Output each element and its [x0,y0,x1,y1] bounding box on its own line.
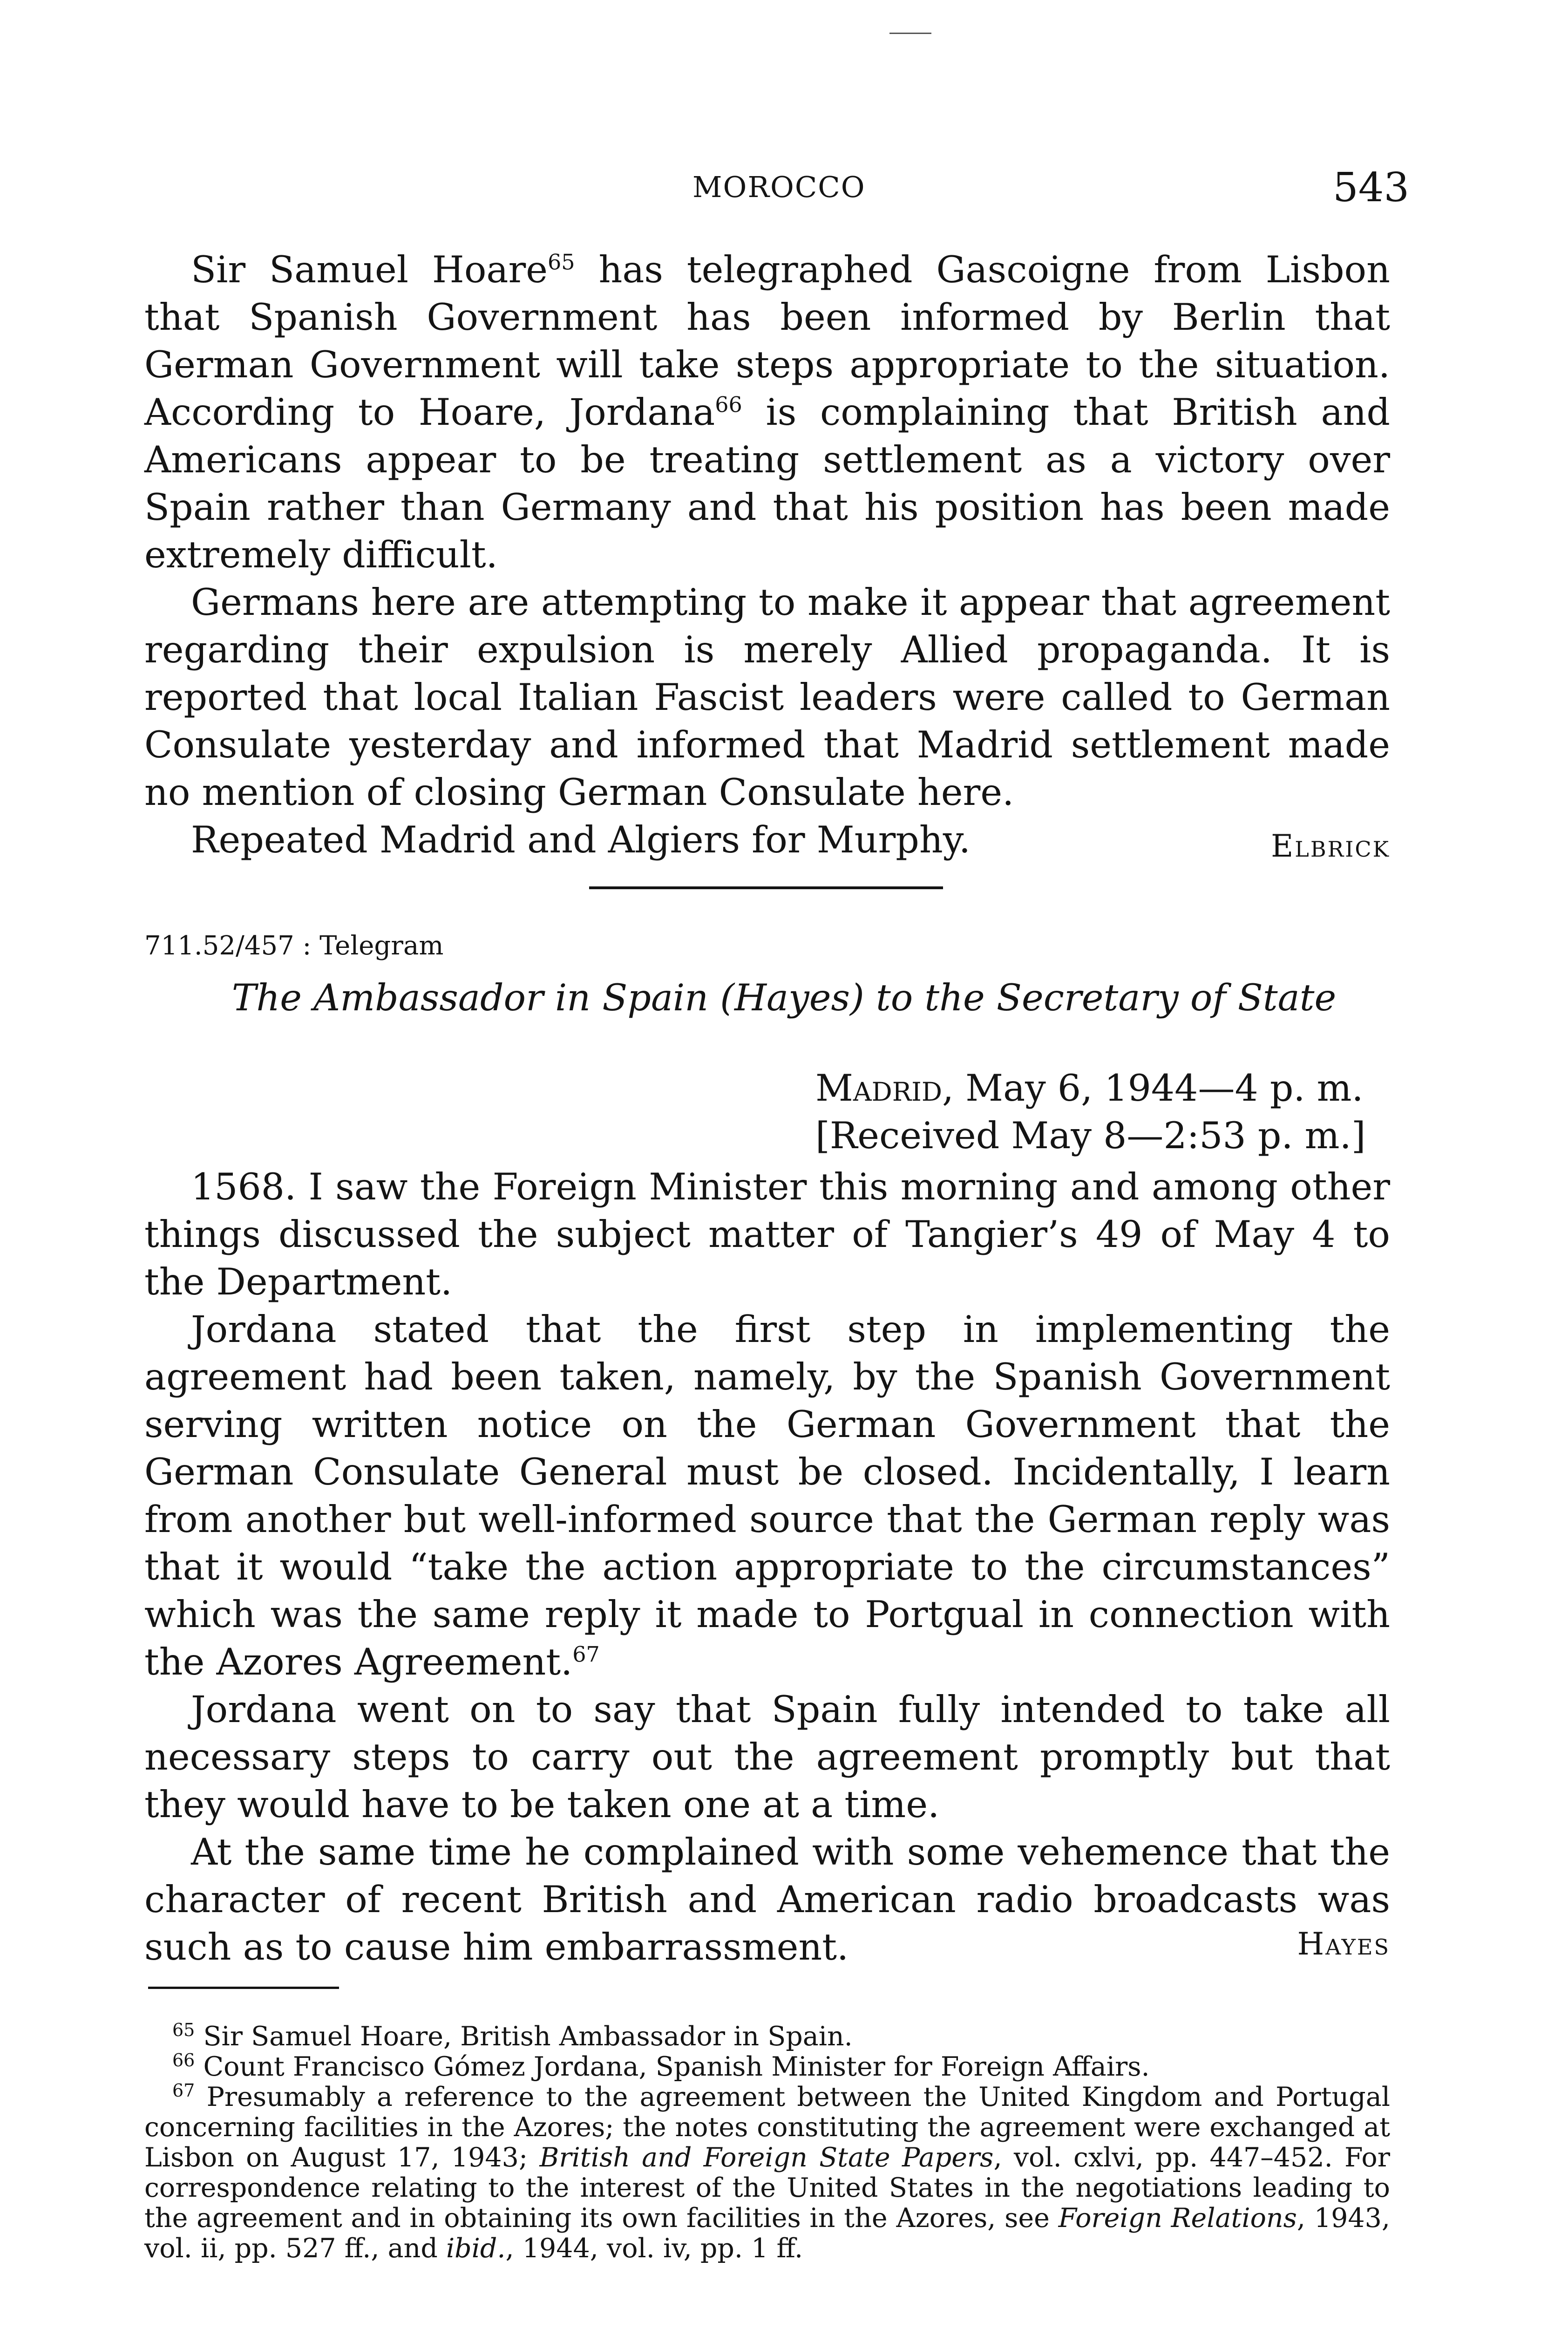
dateline-sent [815,1064,1366,1112]
telegram-2-paragraph-2 [144,1306,1390,1686]
text-run: is complaining that British and Americans appear to be treating settlement as a victory over Spain rather than Germany and that his position has been made extremely difficult. [144,391,1391,576]
footnote-ref-66: 66 [715,392,742,417]
file-reference: 711.52/457 : Telegram [144,931,444,961]
telegram-2-paragraph-4: At the same time he complained with some vehemence that the character of recent British and American radio broadcasts was such as to cause him embarrassment. [144,1831,1390,1968]
footnote-text: , 1943, vol. ii, pp. 527 ff., and [144,2203,1391,2264]
footnote [144,2082,1390,2264]
footnote-citation: British and Foreign State Papers [539,2142,994,2173]
running-title: MOROCCO [692,170,866,204]
telegram-2-paragraph-3: Jordana went on to say that Spain fully intended to take all necessary steps to carry out the agreement promptly but that they would have to be taken one at a time. [144,1688,1390,1826]
document-title: The Ambassador in Spain (Hayes) to the Secretary of State [231,976,1337,1019]
text-run: Sir Samuel Hoare [191,248,548,291]
footnote-text: , vol. cxlvi, pp. 447–452. For correspondence relating to the interest of the United States in the negotiations leading to the agreement and in obtaining its own facilities in the Azores, see [144,2142,1390,2234]
footnote-number: 66 [172,2050,195,2070]
dateline-place: Madrid [815,1067,942,1110]
footnote-citation: ibid. [446,2233,506,2264]
telegram-1-paragraph-1 [144,246,1390,579]
signature-elbrick: Elbrick [1271,828,1390,864]
dateline [815,1064,1366,1159]
dateline-date: , May 6, 1944—4 p. m. [942,1067,1364,1110]
footnotes [144,2022,1390,2264]
section-separator [589,886,943,889]
running-head [0,164,1568,217]
footnote-citation: Foreign Relations [1058,2203,1297,2234]
telegram-1-paragraph-3: Repeated Madrid and Algiers for Murphy. [191,818,971,861]
telegram-1-body [144,246,1390,864]
signature-hayes: Hayes [1297,1926,1390,1962]
telegram-2-body [144,1163,1390,1971]
footnote-number: 67 [172,2080,195,2101]
footnote-ref-67: 67 [572,1641,600,1667]
top-mark [889,33,931,34]
footnote-number: 65 [172,2020,195,2040]
footnote-text: Presumably a reference to the agreement between the United Kingdom and Portugal concerning facilities in the Azores; the notes constituting the agreement were exchanged at Lisbon on August 17, 1943; [144,2082,1390,2173]
footnote-text: Sir Samuel Hoare, British Ambassador in Spain. [203,2021,853,2052]
page-number: 543 [1333,164,1410,211]
footnote [144,2052,1390,2082]
telegram-2-paragraph-1: 1568. I saw the Foreign Minister this morning and among other things discussed the subject matter of Tangier’s 49 of May 4 to the Department. [144,1165,1390,1303]
footnote-text: , 1944, vol. iv, pp. 1 ff. [505,2233,803,2264]
telegram-1-paragraph-2: Germans here are attempting to make it appear that agreement regarding their expulsion is merely Allied propaganda. It is reported that local Italian Fascist leaders were called to German Consulate yesterday and informed that Madrid settlement made no mention of closing German Consulate here. [144,581,1390,814]
text-run: has telegraphed Gascoigne from Lisbon that Spanish Government has been informed by Berlin that German Government will take steps appropriate to the situation. According to Hoare, Jordana [144,248,1390,434]
text-run: Jordana stated that the first step in implementing the agreement had been taken, namely, by the Spanish Government serving written notice on the German Government that the German Consulate General must be closed. Incidentally, I learn from another but well-informed source that the German reply was that it would “take the action appropriate to the circumstances” which was the same reply it made to Portgual in connection with the Azores Agreement. [144,1308,1390,1683]
footnote [144,2022,1390,2052]
footnote-ref-65: 65 [548,249,575,275]
footnote-text: Count Francisco Gómez Jordana, Spanish Minister for Foreign Affairs. [203,2051,1150,2082]
footnote-rule [148,1987,339,1989]
dateline-received: [Received May 8—2:53 p. m.] [815,1114,1366,1157]
